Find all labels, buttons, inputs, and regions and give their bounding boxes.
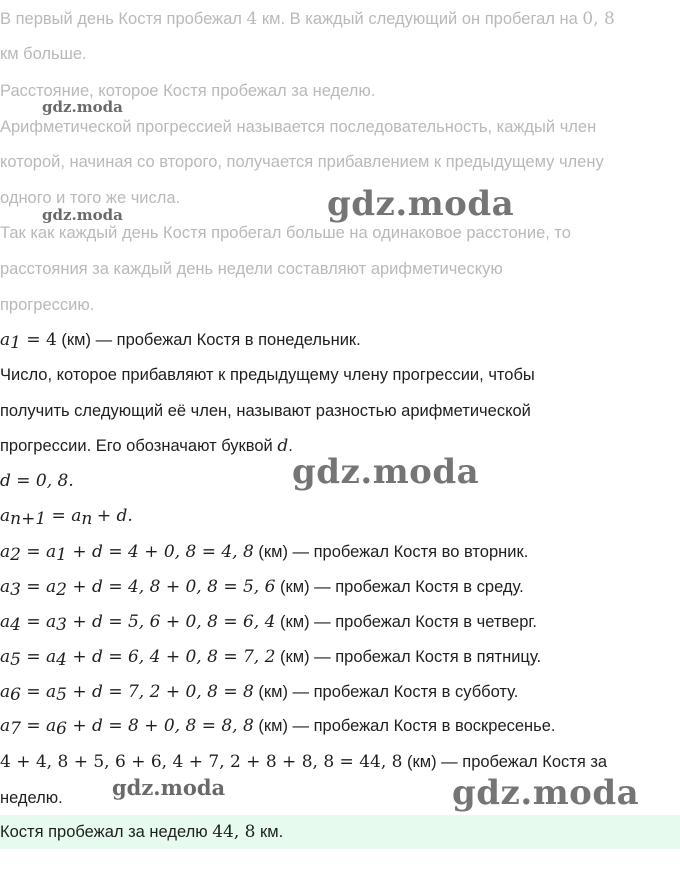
watermark-big-3: gdz.moda (452, 773, 640, 813)
difference-def-2: получить следующий её член, называют разностью арифметической (0, 402, 531, 420)
difference-def-1: Число, которое прибавляют к предыдущему члену прогрессии, чтобы (0, 366, 535, 384)
reasoning-line-2: расстояния за каждый день недели составляют арифметическую (0, 260, 503, 278)
reasoning-line-1: Так как каждый день Костя пробегал больше на одинаковое расстоние, то (0, 224, 571, 242)
row-a5: $a_5 = a_4 + d = 6$, 4 + 0, 8 = 7, 2 (км) — пробежал Костя в пятницу. (0, 647, 542, 670)
sum-line-2: неделю. (0, 789, 63, 807)
row-a2: $a_2 = a_1 + d = 4 + 0$, 8 = 4, 8 (км) — пробежал Костя во вторник. (0, 542, 529, 565)
d-value: d = 0, 8. (0, 471, 74, 491)
task-line-2: км больше. (0, 45, 87, 63)
recurrence-formula: $a_{n+1} = a_n + d$. (0, 506, 133, 529)
difference-def-3: прогрессии. Его обозначают буквой d. (0, 436, 293, 456)
row-a3: $a_3 = a_2 + d = 4$, 8 + 0, 8 = 5, 6 (км) — пробежал Костя в среду. (0, 577, 524, 600)
definition-line-1: Арифметической прогрессией называется последовательность, каждый член (0, 118, 597, 136)
reasoning-line-3: прогрессию. (0, 296, 95, 314)
definition-line-2: которой, начиная со второго, получается прибавлением к предыдущему члену (0, 153, 604, 171)
watermark-small-2: gdz.moda (42, 206, 123, 224)
watermark-big-1: gdz.moda (327, 184, 515, 224)
watermark-small-1: gdz.moda (42, 98, 123, 116)
watermark-small-3: gdz.moda (112, 775, 226, 800)
row-a6: $a_6 = a_5 + d = 7$, 2 + 0, 8 = 8 (км) — пробежал Костя в субботу. (0, 682, 519, 705)
sum-line: 4 + 4, 8 + 5, 6 + 6, 4 + 7, 2 + 8 + 8, 8 = 44, 8 (км) — пробежал Костя за (0, 752, 608, 772)
answer-text: Костя пробежал за неделю 44, 8 км. (0, 822, 284, 842)
task-question: Расстояние, которое Костя пробежал за неделю. (0, 82, 376, 100)
definition-line-3: одного и того же числа. (0, 189, 181, 207)
a1-line: $a_1 = 4$ (км) — пробежал Костя в понедельник. (0, 330, 361, 353)
row-a7: $a_7 = a_6 + d = 8 + 0$, 8 = 8, 8 (км) — пробежал Костя в воскресенье. (0, 716, 556, 739)
task-line-1: В первый день Костя пробежал 4 км. В каждый следующий он пробегал на 0, 8 (0, 9, 615, 29)
watermark-big-2: gdz.moda (292, 452, 480, 492)
row-a4: $a_4 = a_3 + d = 5$, 6 + 0, 8 = 6, 4 (км) — пробежал Костя в четверг. (0, 612, 537, 635)
answer-box (0, 815, 680, 849)
